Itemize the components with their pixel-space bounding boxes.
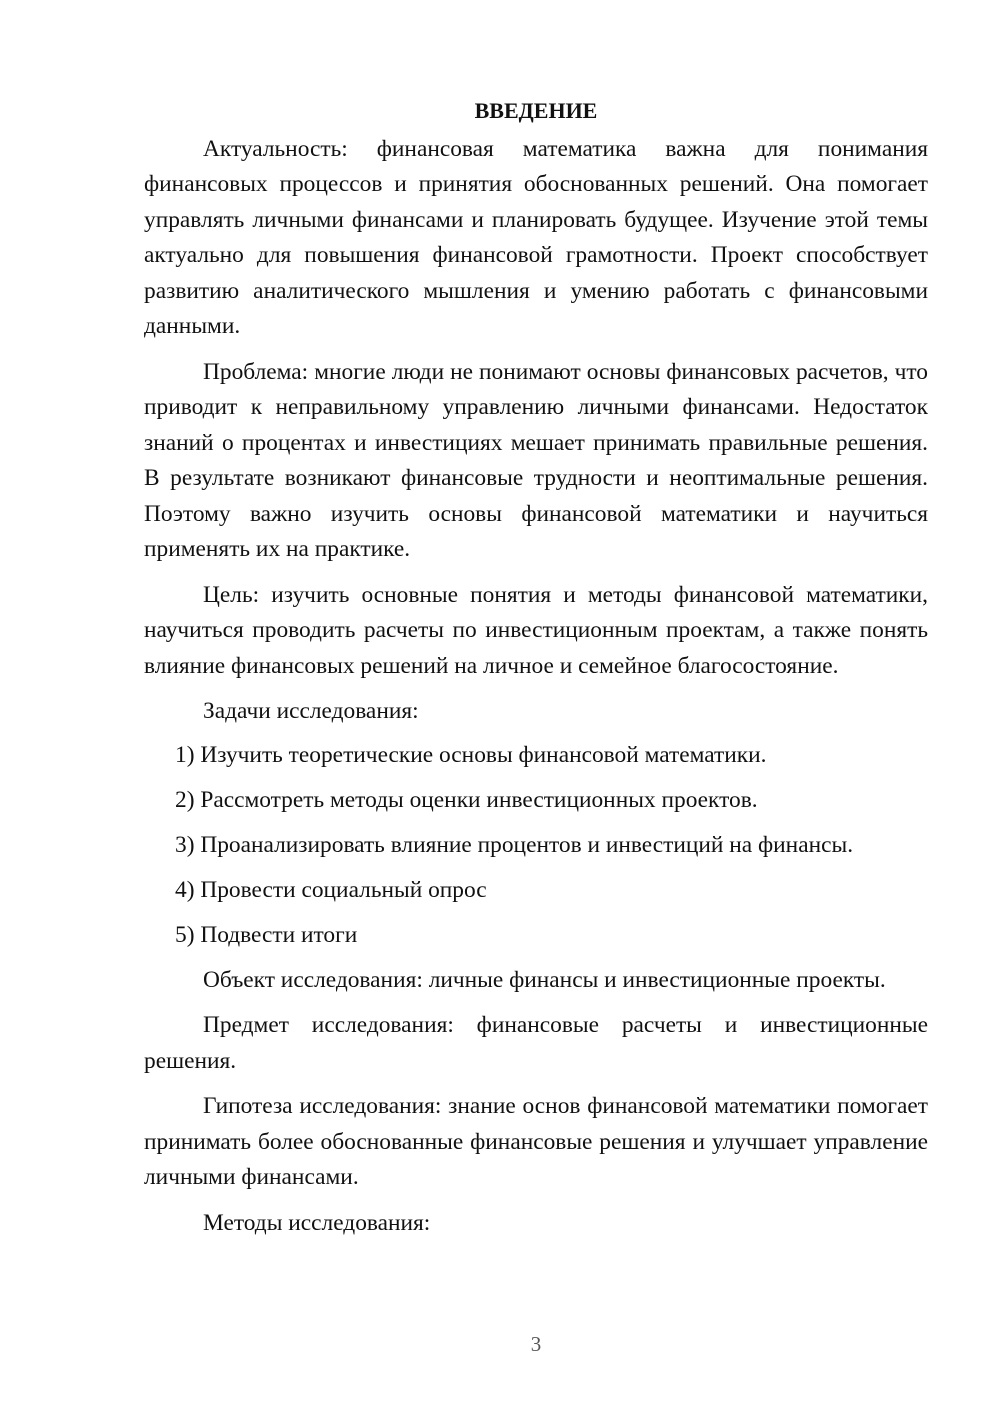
list-item: 3) Проанализировать влияние процентов и инвестиций на финансы. (175, 831, 854, 858)
list-item: 4) Провести социальный опрос (175, 876, 487, 903)
section-heading: ВВЕДЕНИЕ (474, 98, 598, 123)
list-item: 2) Рассмотреть методы оценки инвестиционных проектов. (175, 786, 758, 813)
paragraph-subject: Предмет исследования: финансовые расчеты и инвестиционные решения. (144, 1012, 928, 1074)
page-number: 3 (530, 1332, 542, 1356)
paragraph-goal: Цель: изучить основные понятия и методы финансовой математики, научиться проводить расчеты по инвестиционным проектам, а также понять влияние финансовых решений на личное и семейное благосостояние. (144, 581, 928, 679)
paragraph-object: Объект исследования: личные финансы и инвестиционные проекты. (203, 966, 886, 993)
list-item: 1) Изучить теоретические основы финансовой математики. (175, 741, 767, 768)
methods-title: Методы исследования: (203, 1209, 431, 1236)
list-item: 5) Подвести итоги (175, 921, 358, 948)
tasks-list (144, 738, 928, 954)
paragraph-hypothesis: Гипотеза исследования: знание основ финансовой математики помогает принимать более обоснованные финансовые решения и улучшает управление личными финансами. (144, 1093, 928, 1190)
paragraph-problem: Проблема: многие люди не понимают основы финансовых расчетов, что приводит к неправильному управлению личными финансами. Недостаток знаний о процентах и инвестициях мешает принимать правильные решения. В результате возникают финансовые трудности и неоптимальные решения. Поэтому важно изучить основы финансовой математики и научиться применять их на практике. (144, 358, 928, 562)
tasks-title: Задачи исследования: (203, 698, 419, 724)
paragraph-relevance: Актуальность: финансовая математика важна для понимания финансовых процессов и принятия обоснованных решений. Она помогает управлять личными финансами и планировать будущее. Изучение этой темы актуально для повышения финансовой грамотности. Проект способствует развитию аналитического мышления и умению работать с финансовыми данными. (144, 135, 928, 339)
document-body (144, 93, 928, 1251)
